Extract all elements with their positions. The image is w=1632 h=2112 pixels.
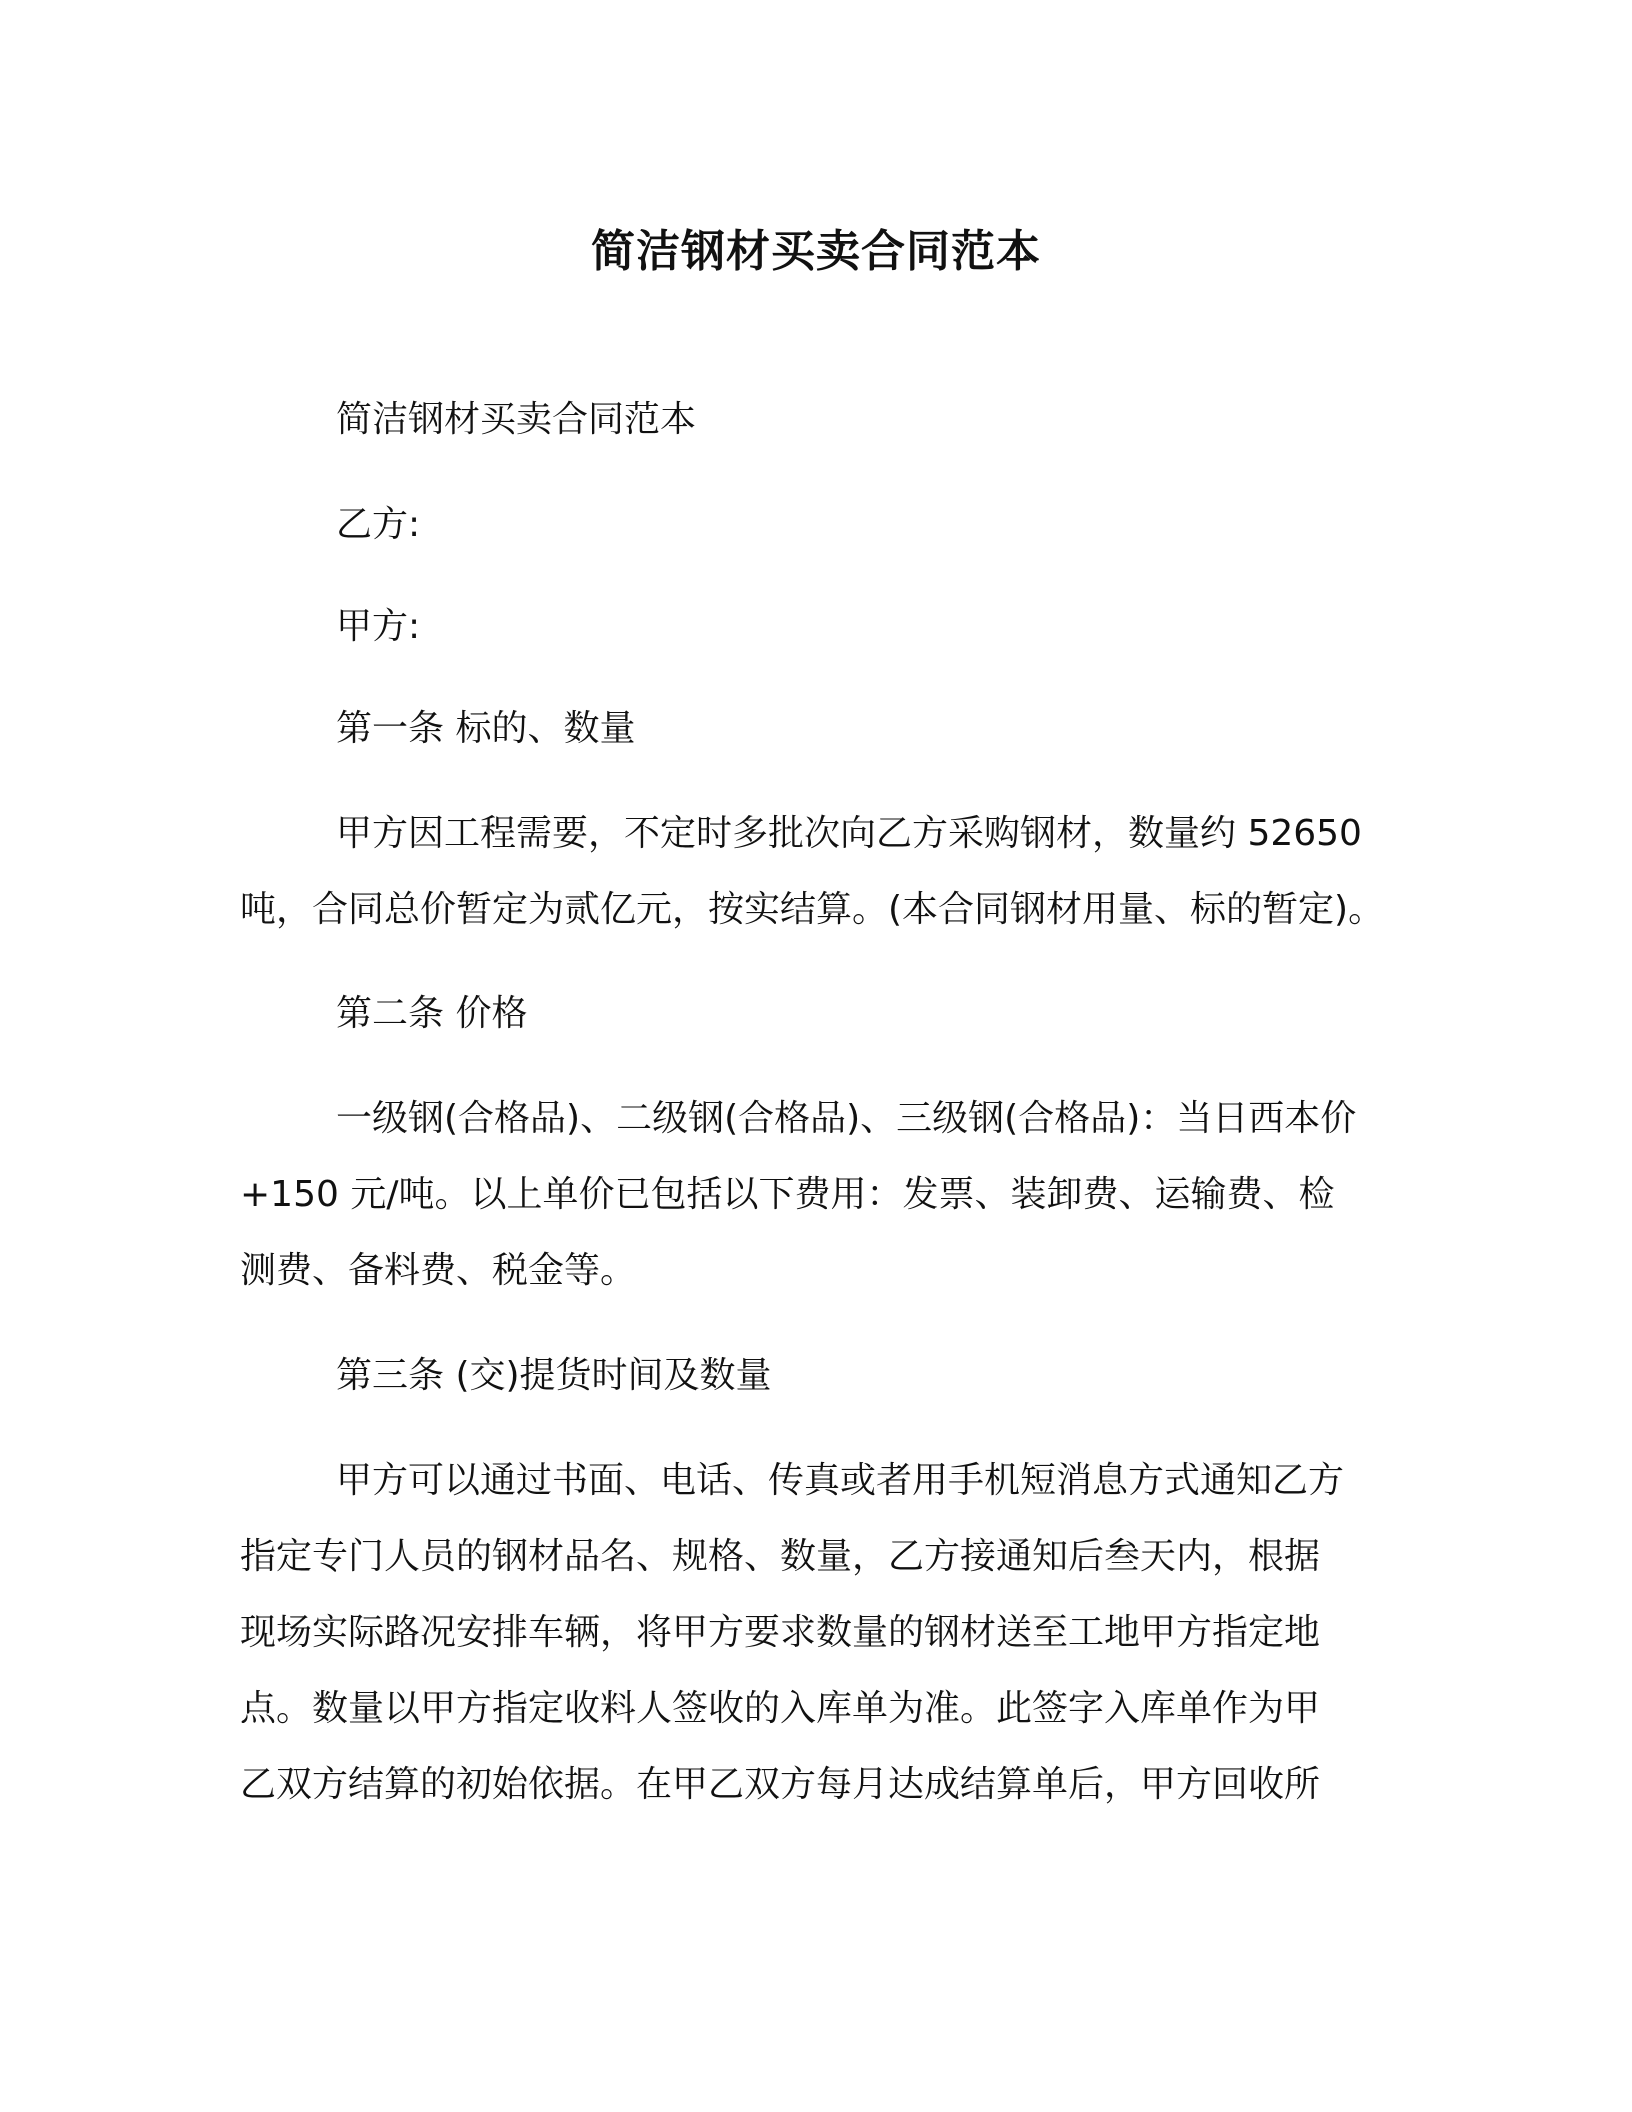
article2-line: +150 元/吨。以上单价已包括以下费用：发票、装卸费、运输费、检 [240, 1174, 1335, 1215]
document-title: 简洁钢材买卖合同范本 [591, 226, 1041, 277]
article2-line: 测费、备料费、税金等。 [240, 1250, 637, 1291]
article3-line: 现场实际路况安排车辆，将甲方要求数量的钢材送至工地甲方指定地 [240, 1612, 1321, 1653]
article2-heading: 第二条 价格 [336, 993, 528, 1034]
article3-line: 指定专门人员的钢材品名、规格、数量，乙方接通知后叁天内，根据 [240, 1536, 1321, 1577]
party-a-label: 甲方: [336, 606, 421, 647]
article1-heading: 第一条 标的、数量 [336, 708, 636, 749]
article2-line: 一级钢(合格品)、二级钢(合格品)、三级钢(合格品)：当日西本价 [336, 1098, 1357, 1139]
document-subtitle: 简洁钢材买卖合同范本 [336, 399, 697, 440]
article3-line: 乙双方结算的初始依据。在甲乙双方每月达成结算单后，甲方回收所 [240, 1764, 1321, 1805]
article1-line: 吨，合同总价暂定为贰亿元，按实结算。(本合同钢材用量、标的暂定)。 [240, 889, 1385, 930]
party-b-label: 乙方: [336, 504, 421, 545]
article3-heading: 第三条 (交)提货时间及数量 [336, 1355, 772, 1396]
article1-line: 甲方因工程需要，不定时多批次向乙方采购钢材，数量约 52650 [336, 813, 1362, 854]
article3-line: 甲方可以通过书面、电话、传真或者用手机短消息方式通知乙方 [336, 1460, 1345, 1501]
article3-line: 点。数量以甲方指定收料人签收的入库单为准。此签字入库单作为甲 [240, 1688, 1321, 1729]
